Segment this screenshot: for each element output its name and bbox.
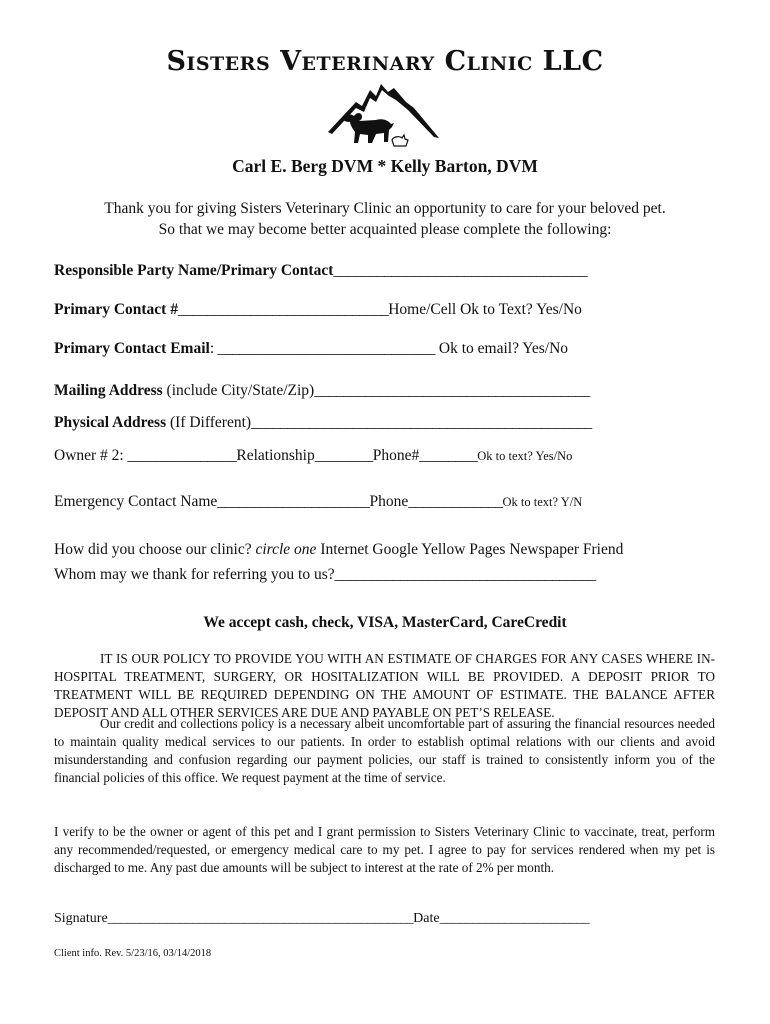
owner-2-label: Owner # 2: [54,447,128,464]
emergency-phone-label: Phone [369,493,409,510]
estimate-policy-paragraph [54,650,715,722]
mountain-dog-logo-icon [326,80,441,155]
owner-2-text-option: Ok to text? Yes/No [477,449,573,463]
owner-verification-text: I verify to be the owner or agent of this pet and I grant permission to Sisters Veterinary Clinic to vaccinate, treat, perform any recommended/requested, or emergency medical care to my pet. I agree to pay for services rendered when my pet is discharged to me. Any past due amounts will be subject to interest at the rate of 2% per month. [54,824,715,875]
owner-2-blank[interactable]: _______________ [127,447,237,464]
primary-email-blank[interactable]: ______________________________ [214,340,436,357]
physical-address-note: (If Different) [166,414,252,431]
clinic-choice-options[interactable]: Internet Google Yellow Pages Newspaper Friend [316,541,624,558]
emergency-contact-blank[interactable]: _____________________ [217,493,370,510]
payment-methods-heading: We accept cash, check, VISA, MasterCard, CareCredit [203,614,567,631]
signature-blank[interactable]: _______________________________________________ [107,911,414,926]
primary-contact-number-label: Primary Contact # [54,301,178,318]
primary-contact-text-option: Home/Cell Ok to Text? Yes/No [388,301,582,318]
mailing-address-field[interactable] [54,382,590,400]
owner-2-relationship-label: Relationship [236,447,315,464]
emergency-contact-field[interactable] [54,493,582,511]
primary-contact-number-field[interactable] [54,301,582,319]
referral-field[interactable] [54,566,596,584]
emergency-phone-blank[interactable]: _____________ [408,493,503,510]
primary-email-field[interactable] [54,340,568,358]
emergency-text-option: Ok to text? Y/N [502,495,583,509]
referral-label: Whom may we thank for referring you to us? [54,566,335,583]
date-blank[interactable]: _______________________ [439,911,590,926]
revision-footer: Client info. Rev. 5/23/16, 03/14/2018 [54,948,212,959]
responsible-party-blank[interactable]: ___________________________________ [333,262,588,279]
emergency-contact-label: Emergency Contact Name [54,493,218,510]
owner-2-phone-label: Phone# [372,447,420,464]
physical-address-label: Physical Address [54,414,167,431]
primary-email-option: Ok to email? Yes/No [435,340,569,357]
clinic-choice-question[interactable] [54,541,623,559]
primary-email-colon: : [209,340,215,357]
physical-address-blank[interactable]: _______________________________________________ [251,414,592,431]
intro-line-2: So that we may become better acquainted please complete the following: [158,221,612,238]
clinic-name: Sisters Veterinary Clinic LLC [166,46,604,77]
referral-blank[interactable]: ____________________________________ [334,566,596,583]
clinic-choice-instruction: circle one [255,541,317,558]
mailing-address-label: Mailing Address [54,382,163,399]
signature-line[interactable] [54,911,589,927]
mailing-address-blank[interactable]: ______________________________________ [314,382,590,399]
credit-policy-text: Our credit and collections policy is a necessary albeit uncomfortable part of assuring the financial resources needed to maintain quality medical services to our patients. In order to establish optimal relations with our clients and avoid misunderstanding and confusion regarding our payment policies, our staff is trained to consistently inform you of the financial policies of this office. We request payment at the time of service. [54,716,715,785]
owner-2-phone-blank[interactable]: ________ [419,447,478,464]
signature-label: Signature [54,911,108,926]
mailing-address-note: (include City/State/Zip) [162,382,315,399]
physical-address-field[interactable] [54,414,592,432]
responsible-party-field[interactable] [54,262,587,280]
primary-email-label: Primary Contact Email [54,340,210,357]
owner-2-field[interactable] [54,447,572,465]
estimate-policy-text: IT IS OUR POLICY TO PROVIDE YOU WITH AN ESTIMATE OF CHARGES FOR ANY CASES WHERE IN-HOSPITAL TREATMENT, SURGERY, OR HOSITALIZATION WILL BE PROVIDED. A DEPOSIT PRIOR TO TREATMENT WILL BE REQUIRED DEPENDING ON THE AMOUNT OF ESTIMATE. THE BALANCE AFTER DEPOSIT AND ALL OTHER SERVICES ARE DUE AND PAYABLE ON PET’S RELEASE. [54,651,715,720]
intro-line-1: Thank you for giving Sisters Veterinary Clinic an opportunity to care for your beloved pet. [104,200,666,217]
owner-2-relationship-blank[interactable]: ________ [314,447,373,464]
credit-policy-paragraph [54,715,715,787]
responsible-party-label: Responsible Party Name/Primary Contact [54,262,334,279]
date-label: Date [413,911,440,926]
owner-verification-paragraph [54,823,715,877]
doctors-line: Carl E. Berg DVM * Kelly Barton, DVM [232,156,538,176]
clinic-choice-prefix: How did you choose our clinic? [54,541,256,558]
primary-contact-number-blank[interactable]: _____________________________ [177,301,389,318]
